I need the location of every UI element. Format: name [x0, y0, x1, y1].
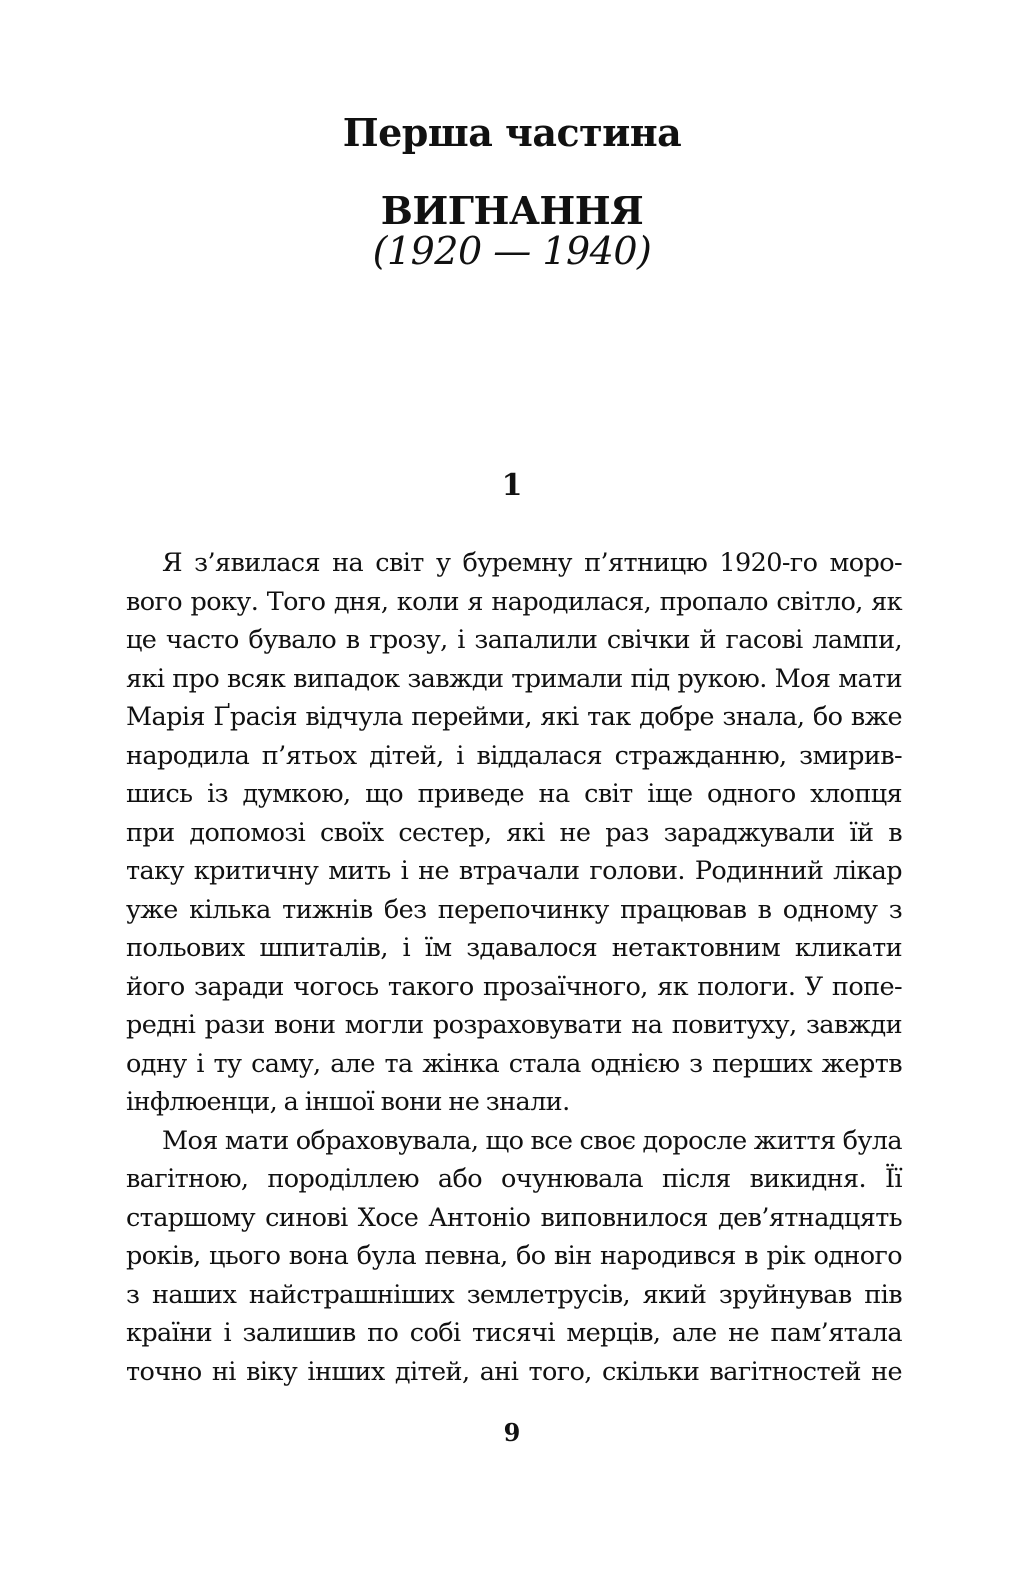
text-line: вагітною, породіллею або очунювала після викидня. Її — [126, 1164, 902, 1194]
text-line: точно ні віку інших дітей, ані того, скільки вагітностей не — [126, 1356, 902, 1387]
text-line: таку критичну мить і не втрачали голови. Родинний лікар — [126, 856, 902, 886]
text-line: це часто бувало в грозу, і запалили свічки й гасові лампи, — [126, 625, 902, 655]
text-line: Марія Ґрасія відчула перейми, які так добре знала, бо вже — [126, 702, 902, 732]
text-line: країни і залишив по собі тисячі мерців, але не пам’ятала — [126, 1318, 902, 1348]
text-line: з наших найстрашніших землетрусів, який зруйнував пів — [126, 1279, 902, 1310]
text-line: які про всяк випадок завжди тримали під рукою. Моя мати — [126, 663, 902, 694]
text-line: шись із думкою, що приведе на світ іще одного хлопця — [126, 779, 902, 809]
text-line: років, цього вона була певна, бо він народився в рік одного — [126, 1241, 902, 1271]
text-line: старшому синові Хосе Антоніо виповнилося дев’ятнадцять — [126, 1202, 902, 1233]
page-number: 9 — [503, 1418, 521, 1447]
text-line: Моя мати обраховувала, що все своє доросле життя була — [162, 1125, 902, 1156]
text-line: польових шпиталів, і їм здавалося нетактовним кликати — [126, 933, 902, 963]
text-line: його заради чогось такого прозаїчного, як пологи. У попе- — [126, 971, 902, 1002]
section-title: ВИГНАННЯ — [380, 188, 644, 233]
paragraph-1 — [126, 544, 902, 1122]
paragraph-2 — [126, 1122, 902, 1392]
text-line: при допомозі своїх сестер, які не раз зараджували їй в — [126, 817, 902, 848]
text-line: інфлюенци, а іншої вони не знали. — [126, 1087, 570, 1117]
chapter-number: 1 — [501, 468, 523, 503]
section-years: (1920 — 1940) — [372, 229, 652, 273]
text-line: народила п’ятьох дітей, і віддалася стражданню, змирив- — [126, 740, 902, 771]
body-text — [126, 544, 902, 1391]
text-line: редні рази вони могли розраховувати на повитуху, завжди — [126, 1010, 902, 1040]
text-line: вого року. Того дня, коли я народилася, пропало світло, як — [126, 586, 902, 617]
text-line: одну і ту саму, але та жінка стала однією з перших жертв — [126, 1048, 902, 1079]
part-title: Перша частина — [342, 110, 682, 155]
text-line: Я з’явилася на світ у буремну п’ятницю 1920-го моро- — [162, 548, 902, 578]
text-line: уже кілька тижнів без перепочинку працював в одному з — [126, 894, 902, 925]
